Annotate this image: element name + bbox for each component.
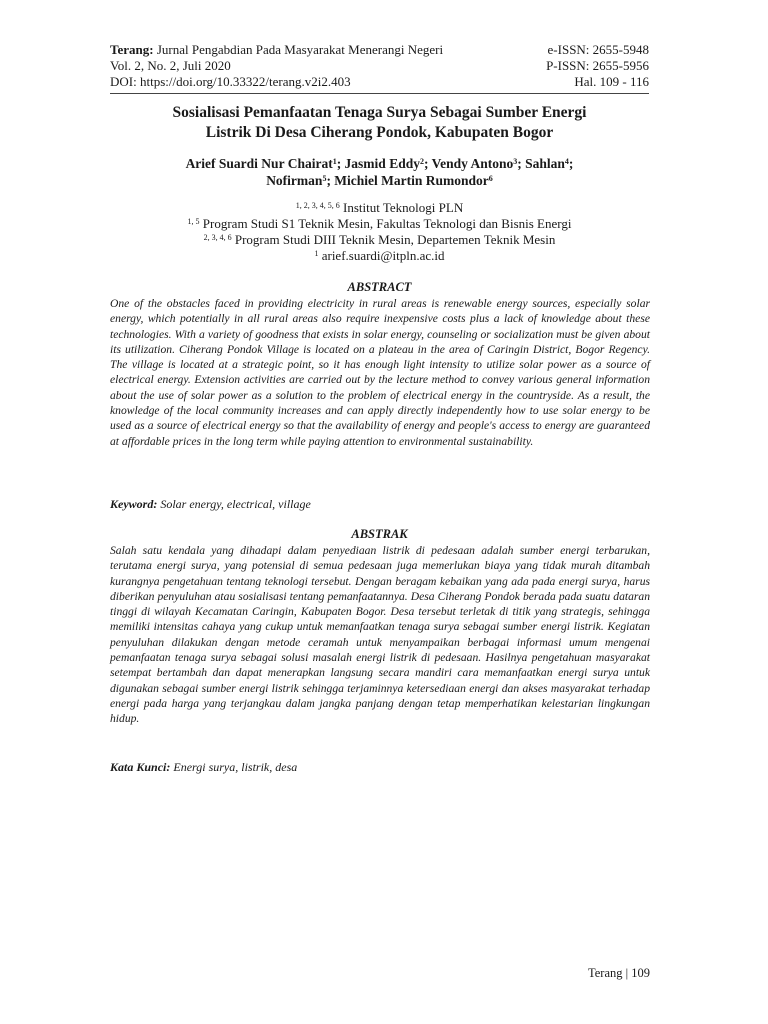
- affiliations: [110, 200, 649, 264]
- keyword-values: Solar energy, electrical, village: [157, 497, 311, 511]
- keywords-en: [110, 497, 650, 512]
- kata-kunci-label: Kata Kunci:: [110, 760, 171, 774]
- affiliation-sup: 2, 3, 4, 6: [203, 233, 232, 242]
- affiliation-program-2: [110, 232, 649, 248]
- email-sup: 1: [314, 249, 319, 258]
- author-name: ; Michiel Martin Rumondor: [326, 173, 489, 188]
- author-list: [110, 155, 649, 189]
- kata-kunci-values: Energi surya, listrik, desa: [170, 760, 298, 774]
- header-divider: [110, 93, 649, 94]
- author-name: ; Jasmid Eddy: [336, 156, 420, 171]
- affiliation-institute: [110, 200, 649, 216]
- affiliation-sup: 1, 5: [187, 217, 200, 226]
- author-line-1: [110, 155, 649, 172]
- title-line-1: Sosialisasi Pemanfaatan Tenaga Surya Sebagai Sumber Energi: [172, 104, 587, 121]
- affiliation-text: Program Studi S1 Teknik Mesin, Fakultas Teknologi dan Bisnis Energi: [199, 216, 572, 231]
- journal-full-name: Jurnal Pengabdian Pada Masyarakat Menerangi Negeri: [153, 42, 444, 57]
- page-footer: Terang | 109: [587, 966, 650, 980]
- email-address[interactable]: arief.suardi@itpln.ac.id: [318, 248, 445, 263]
- author-sup: 6: [488, 174, 493, 183]
- author-name: Arief Suardi Nur Chairat: [185, 156, 333, 171]
- volume-issue: Vol. 2, No. 2, Juli 2020: [110, 58, 231, 73]
- page-range: Hal. 109 - 116: [574, 74, 649, 89]
- author-name: ; Vendy Antono: [423, 156, 514, 171]
- keyword-label: Keyword:: [110, 497, 158, 511]
- header-row-2: [110, 58, 649, 74]
- keywords-id: [110, 760, 650, 775]
- affiliation-text: Program Studi DIII Teknik Mesin, Departemen Teknik Mesin: [231, 232, 556, 247]
- running-header: [110, 42, 649, 90]
- author-name: Nofirman: [266, 173, 323, 188]
- corresponding-email: [110, 248, 649, 264]
- header-row-1: [110, 42, 649, 58]
- author-sup: 2: [419, 157, 424, 166]
- author-sup: 5: [322, 174, 327, 183]
- paper-title: [110, 103, 649, 143]
- affiliation-text: Institut Teknologi PLN: [339, 200, 464, 215]
- author-line-2: [110, 172, 649, 189]
- title-line-2: Listrik Di Desa Ciherang Pondok, Kabupaten Bogor: [205, 124, 554, 141]
- affiliation-program-1: [110, 216, 649, 232]
- abstract-heading: ABSTRACT: [347, 280, 412, 294]
- author-sup: 1: [332, 157, 337, 166]
- affiliation-sup: 1, 2, 3, 4, 5, 6: [295, 201, 340, 210]
- author-name: ; Sahlan: [517, 156, 565, 171]
- doi-link[interactable]: DOI: https://doi.org/10.33322/terang.v2i2.403: [110, 74, 351, 89]
- journal-name: [110, 42, 443, 58]
- author-sup: 4: [564, 157, 569, 166]
- abstrak-heading: ABSTRAK: [351, 527, 408, 541]
- eissn: e-ISSN: 2655-5948: [547, 42, 649, 57]
- abstrak-text: Salah satu kendala yang dihadapi dalam penyediaan listrik di pedesaan adalah sumber energi terbarukan, terutama energi surya, yang potensial di semua pedesaan juga memerlukan biaya yang tidak murah ditambah kurangnya pengetahuan tentang teknologi tersebut. Dengan beragam kebaikan yang ada pada energi surya, harus diberikan penyuluhan atau sosialisasi tentang pemanfaatannya. Desa Ciherang Pondok berada pada suatu dataran tinggi di wilayah Kecamatan Caringin, Kabupaten Bogor. Desa tersebut terletak di titik yang strategis, sehingga memiliki intensitas cahaya yang cukup untuk memanfaatkan tenaga surya sebagai sumber energi listrik. Kegiatan penyuluhan dilakukan dengan metode ceramah untuk menyampaikan berbagai informasi umum mengenai pemanfaatan tenaga surya sebagai solusi masalah energi listrik di pedesaan. Hasilnya pengetahuan masyarakat setempat bertambah dan dapat menerapkan langsung secara mandiri cara memanfaatkan energi surya untuk digunakan sebagai sumber energi listrik sehingga terjaminnya ketersediaan energi dan akses masyarakat terhadap energi pada harga yang terjangkau dalam jangka panjang dengan tetap memperhatikan kelestarian lingkungan hidup.: [110, 544, 650, 726]
- abstract-text: One of the obstacles faced in providing electricity in rural areas is renewable energy sources, especially solar energy, which potentially in all rural areas also require inexpensive costs plus a lack of knowledge about these technologies. With a variety of goodness that exists in solar energy, counseling or socialization must be given about its utilization. Ciherang Pondok Village is located on a plateau in the area of Caringin District, Bogor Regency. The village is located at a strategic point, so it has enough light intensity to utilize solar power as a source of electrical energy. Extension activities are carried out by the lecture method to convey various general information about the use of solar power as a solution to the problem of electrical energy in the countryside. As a result, the knowledge of the local community increases and can apply directly independently how to use solar energy to be used as a source of electrical energy so that the availability of energy and people's access to energy are guaranteed at affordable prices in the long term while paying attention to environmental sustainability.: [110, 297, 650, 448]
- journal-prefix: Terang:: [110, 42, 154, 57]
- pissn: P-ISSN: 2655-5956: [546, 58, 649, 73]
- author-sup: 3: [513, 157, 518, 166]
- author-separator: ;: [568, 156, 574, 171]
- header-row-3: [110, 74, 649, 90]
